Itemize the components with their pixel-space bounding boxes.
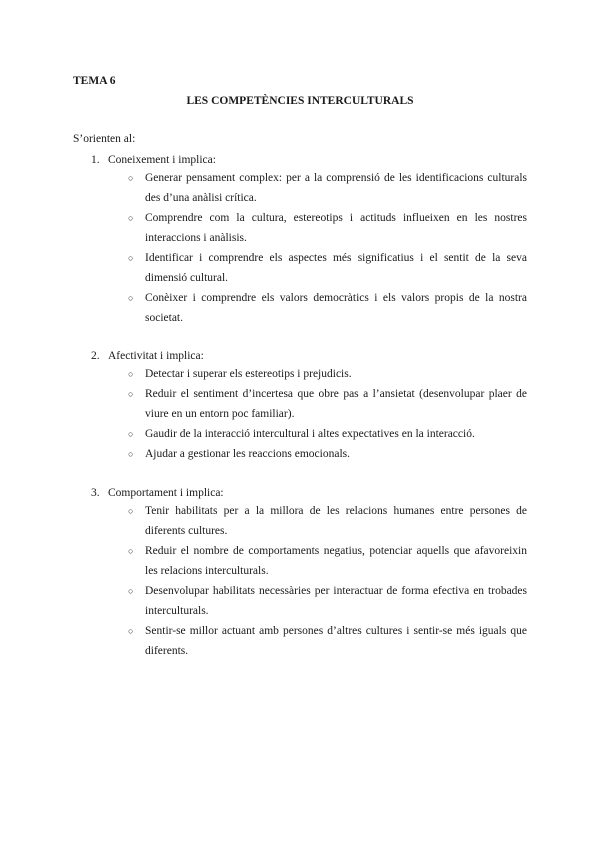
item-list <box>128 364 527 464</box>
list-item <box>128 541 527 581</box>
section-heading <box>91 346 204 366</box>
list-item <box>128 621 527 661</box>
circle-bullet-icon: ○ <box>128 253 134 263</box>
list-item <box>128 384 527 424</box>
circle-bullet-icon: ○ <box>128 213 134 223</box>
list-item <box>128 444 527 464</box>
list-item <box>128 168 527 208</box>
section-number: 2. <box>91 350 100 362</box>
circle-bullet-icon: ○ <box>128 626 134 636</box>
page-title: LES COMPETÈNCIES INTERCULTURALS <box>186 95 414 107</box>
list-item <box>128 248 527 288</box>
circle-bullet-icon: ○ <box>128 389 134 399</box>
section-heading-text: Comportament i implica: <box>108 487 224 499</box>
list-item <box>128 424 527 444</box>
topic-number: TEMA 6 <box>73 75 116 87</box>
list-item <box>128 208 527 248</box>
section-heading <box>91 150 216 170</box>
circle-bullet-icon: ○ <box>128 369 134 379</box>
section-number: 3. <box>91 487 100 499</box>
circle-bullet-icon: ○ <box>128 293 134 303</box>
item-list <box>128 501 527 661</box>
intro-text: S’orienten al: <box>73 133 136 145</box>
section-heading <box>91 483 224 503</box>
circle-bullet-icon: ○ <box>128 546 134 556</box>
list-item <box>128 581 527 621</box>
list-item-text: Reduir el sentiment d’incertesa que obre pas a l’ansietat (desenvolupar plaer de viure en un entorn poc familiar). <box>145 388 527 420</box>
list-item-text: Sentir-se millor actuant amb persones d’altres cultures i sentir-se més iguals que diferents. <box>145 625 527 657</box>
circle-bullet-icon: ○ <box>128 173 134 183</box>
list-item-text: Comprendre com la cultura, estereotips i actituds influeixen en les nostres interaccions i anàlisis. <box>145 212 527 244</box>
section-number: 1. <box>91 154 100 166</box>
circle-bullet-icon: ○ <box>128 506 134 516</box>
list-item <box>128 364 527 384</box>
section-heading-text: Afectivitat i implica: <box>108 350 204 362</box>
list-item-text: Identificar i comprendre els aspectes més significatius i el sentit de la seva dimensió cultural. <box>145 252 527 284</box>
list-item <box>128 501 527 541</box>
circle-bullet-icon: ○ <box>128 449 134 459</box>
section-heading-text: Coneixement i implica: <box>108 154 216 166</box>
list-item-text: Generar pensament complex: per a la comprensió de les identificacions culturals des d’una anàlisi crítica. <box>145 172 527 204</box>
list-item-text: Detectar i superar els estereotips i prejudicis. <box>145 368 352 380</box>
list-item-text: Tenir habilitats per a la millora de les relacions humanes entre persones de diferents cultures. <box>145 505 527 537</box>
circle-bullet-icon: ○ <box>128 586 134 596</box>
list-item-text: Conèixer i comprendre els valors democràtics i els valors propis de la nostra societat. <box>145 292 527 324</box>
list-item-text: Reduir el nombre de comportaments negatius, potenciar aquells que afavoreixin les relacions interculturals. <box>145 545 527 577</box>
list-item-text: Desenvolupar habilitats necessàries per interactuar de forma efectiva en trobades interculturals. <box>145 585 527 617</box>
list-item-text: Gaudir de la interacció intercultural i altes expectatives en la interacció. <box>145 428 475 440</box>
item-list <box>128 168 527 328</box>
circle-bullet-icon: ○ <box>128 429 134 439</box>
list-item-text: Ajudar a gestionar les reaccions emocionals. <box>145 448 351 460</box>
list-item <box>128 288 527 328</box>
